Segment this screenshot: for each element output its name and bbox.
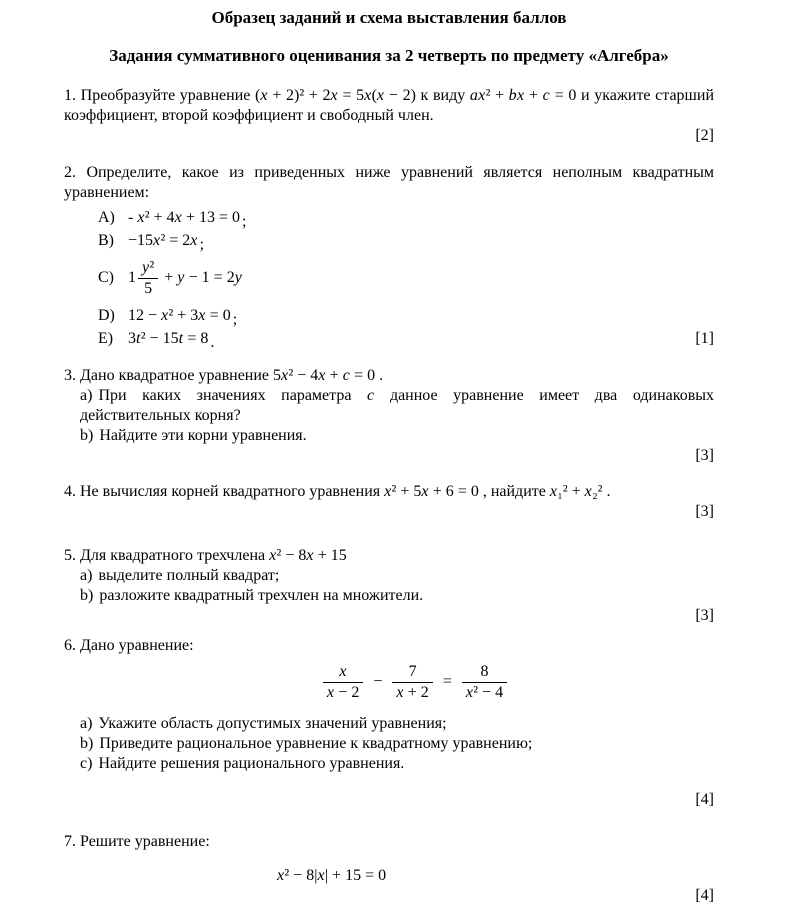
fraction <box>138 258 158 299</box>
fraction-numerator: x <box>323 662 363 683</box>
subitem-label-a: a) <box>80 567 93 584</box>
minus-operator: − <box>373 673 383 690</box>
q1-text-after: и укажите старший коэффициент, второй коэффициент и свободный член. <box>64 87 715 124</box>
subitem-label-b: b) <box>80 427 94 444</box>
equals-operator: = <box>442 673 452 690</box>
fraction-denominator: x + 2 <box>396 683 429 701</box>
option-row-b <box>98 229 714 252</box>
q6-equation <box>64 658 714 706</box>
q5-text-before: 5. Для квадратного трехчлена <box>64 547 270 564</box>
question-6-stem: 6. Дано уравнение: <box>64 637 194 654</box>
q4-text-after: . <box>602 483 611 500</box>
subitem-text-b: Приведите рациональное уравнение к квадратному уравнению; <box>99 735 533 752</box>
subitem-label-a: a) <box>80 387 93 404</box>
mixed-number-prefix: 1 <box>128 268 136 286</box>
q6-subitem-b <box>64 734 714 754</box>
q3-math: 5x² − 4x + c = 0 <box>273 367 376 384</box>
fraction <box>462 662 507 703</box>
option-label-b: B) <box>98 231 114 249</box>
q2-options-list <box>98 206 714 350</box>
q7-points-badge: [4] <box>695 887 714 904</box>
subitem-text-c: Найдите решения рационального уравнения. <box>98 755 405 772</box>
option-label-d: D) <box>98 306 115 324</box>
q1-math-2: ax² + bx + c = 0 <box>469 87 577 104</box>
subitem-label-a: a) <box>80 715 93 732</box>
q1-text-mid: к виду <box>415 87 470 104</box>
fraction-denominator: 5 <box>144 279 153 297</box>
option-math-e: 3t² − 15t = 8 <box>128 329 209 347</box>
option-punct-d: ; <box>232 310 238 328</box>
option-math-b: −15x² = 2x <box>128 231 198 249</box>
q3-subitem-b <box>64 426 714 446</box>
option-row-d <box>98 304 714 327</box>
q5-subitem-b <box>64 586 714 606</box>
page-subtitle: Задания суммативного оценивания за 2 четверть по предмету «Алгебра» <box>109 46 669 65</box>
option-punct-b: ; <box>199 235 205 253</box>
document-page <box>64 8 714 906</box>
q4-math-1: x² + 5x + 6 = 0 <box>384 483 479 500</box>
q1-points-badge: [2] <box>695 127 714 144</box>
option-label-c: C) <box>98 269 114 286</box>
subitem-label-b: b) <box>80 587 94 604</box>
question-2-stem: 2. Определите, какое из приведенных ниже уравнений является неполным квадратным уравнением: <box>64 164 714 201</box>
fraction-denominator: x² − 4 <box>465 683 504 701</box>
fraction-numerator: y² <box>138 258 158 279</box>
subitem-label-b: b) <box>80 735 94 752</box>
q5-math: x² − 8x + 15 <box>269 547 347 564</box>
option-label-e: E) <box>98 329 114 347</box>
q7-math: x² − 8|x| + 15 = 0 <box>277 867 387 884</box>
option-punct-a: ; <box>242 212 247 230</box>
option-math-a: - x² + 4x + 13 = 0 <box>128 208 241 226</box>
subitem-label-c: c) <box>80 755 93 772</box>
option-math-c <box>128 258 242 299</box>
q4-text-before: 4. Не вычисляя корней квадратного уравнения <box>64 483 385 500</box>
q6-subitem-a <box>64 714 714 734</box>
q5-subitem-a <box>64 566 714 586</box>
option-row-e <box>98 327 714 350</box>
q7-equation <box>64 866 714 886</box>
question-5-stem <box>64 546 714 566</box>
option-c-suffix: + y − 1 = 2y <box>164 268 243 286</box>
q3-points-badge: [3] <box>695 447 714 464</box>
subitem-text-a: При каких значениях параметра c данное уравнение имеет два одинаковых действительных корня? <box>80 387 714 424</box>
q1-math-1: (x + 2)² + 2x = 5x(x − 2) <box>255 87 416 104</box>
option-label-a: A) <box>98 208 115 226</box>
subitem-text-b: Найдите эти корни уравнения. <box>99 427 307 444</box>
question-7-stem: 7. Решите уравнение: <box>64 833 210 850</box>
q3-text-before: 3. Дано квадратное уравнение <box>64 367 274 384</box>
fraction-numerator: 8 <box>462 662 507 683</box>
page-title: Образец заданий и схема выставления баллов <box>211 8 567 27</box>
question-4 <box>64 482 714 502</box>
option-row-c <box>98 252 714 304</box>
q4-math-2: x₁² + x₂² <box>549 483 603 500</box>
subitem-text-b: разложите квадратный трехчлен на множители. <box>99 587 424 604</box>
option-math-d: 12 − x² + 3x = 0 <box>128 306 231 324</box>
question-1 <box>64 86 714 126</box>
fraction <box>323 662 363 703</box>
q4-text-mid: , найдите <box>478 483 550 500</box>
q5-points-badge: [3] <box>695 607 714 624</box>
q6-subitem-c <box>64 754 714 774</box>
subitem-text-a: выделите полный квадрат; <box>98 567 280 584</box>
fraction <box>392 662 432 703</box>
question-3-stem <box>64 366 714 386</box>
q3-subitem-a <box>64 386 714 426</box>
option-punct-e: . <box>210 333 215 351</box>
q4-points-badge: [3] <box>695 503 714 520</box>
subitem-text-a: Укажите область допустимых значений уравнения; <box>98 715 447 732</box>
q2-points-badge: [1] <box>695 329 714 347</box>
q3-text-after: . <box>375 367 384 384</box>
option-row-a <box>98 206 714 229</box>
fraction-numerator: 7 <box>392 662 432 683</box>
q6-points-badge: [4] <box>695 791 714 808</box>
fraction-denominator: x − 2 <box>326 683 360 701</box>
q1-text-before: 1. Преобразуйте уравнение <box>64 87 255 104</box>
